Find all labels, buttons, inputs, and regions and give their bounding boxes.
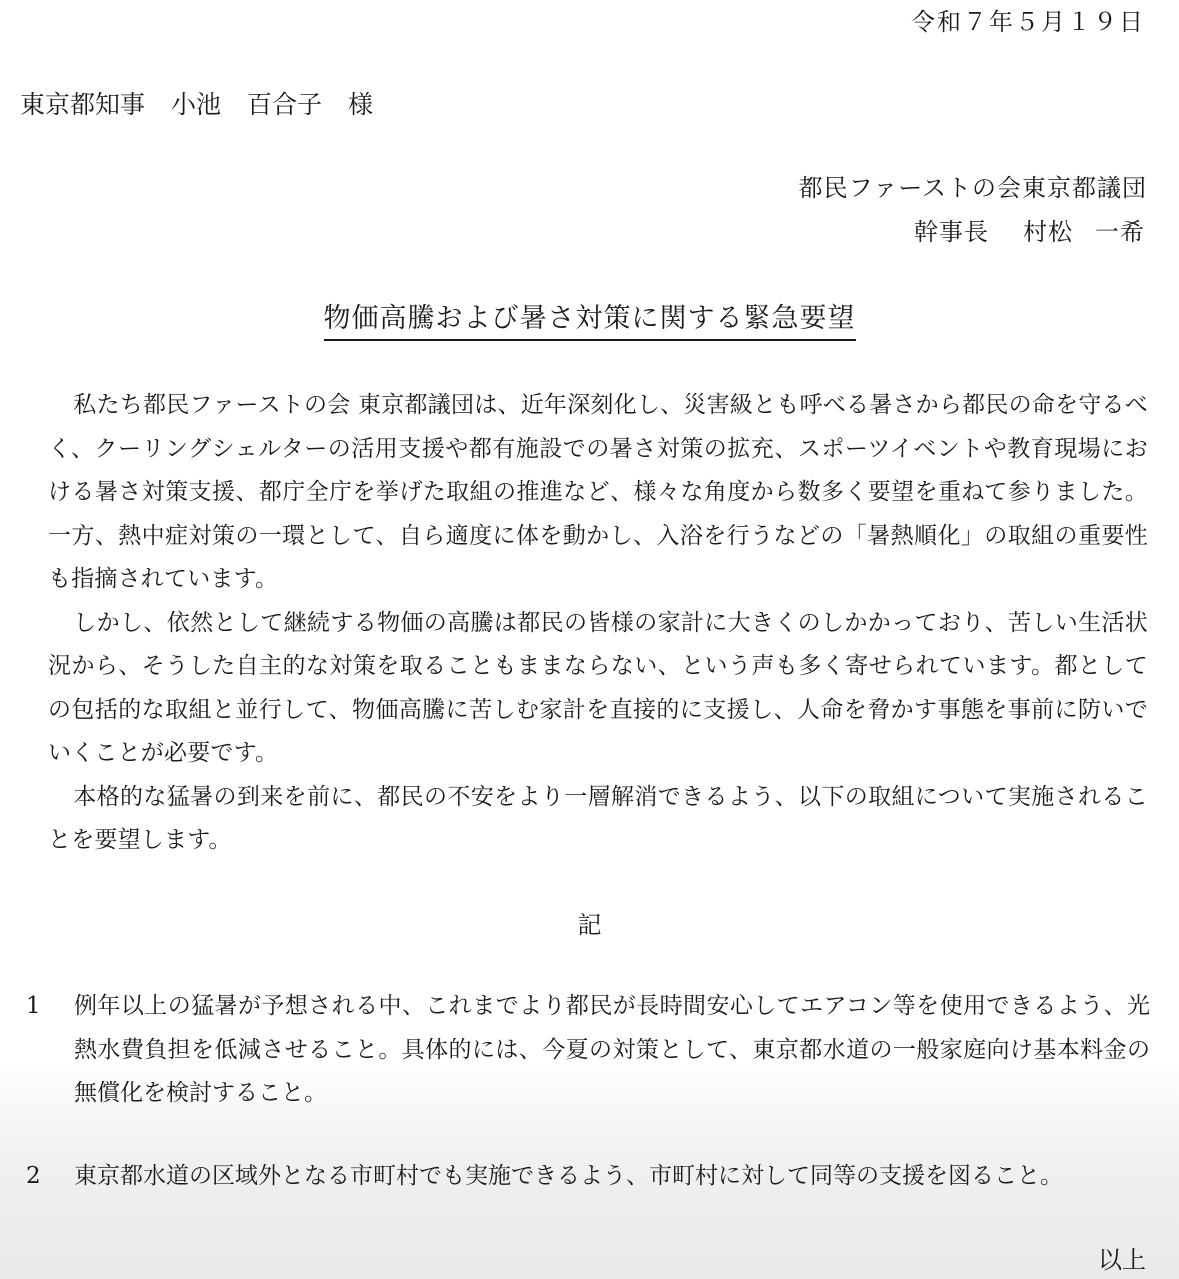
body-text (48, 384, 1148, 863)
sender-surname: 村松 (1023, 218, 1073, 246)
document-title-text: 物価高騰および暑さ対策に関する緊急要望 (324, 296, 856, 341)
addressee-surname: 小池 (171, 90, 222, 119)
document-title (0, 296, 1179, 341)
addressee-title: 東京都知事 (20, 90, 146, 119)
addressee (20, 85, 373, 121)
closing-mark: 以上 (1098, 1246, 1146, 1274)
addressee-honorific: 様 (348, 90, 374, 119)
sender-position: 幹事長 (914, 218, 989, 246)
document-date: 令和７年５月１９日 (911, 8, 1145, 36)
body-paragraph: 私たち都民ファーストの会 東京都議団は、近年深刻化し、災害級とも呼べる暑さから都民の命を守るべく、クーリングシェルターの活用支援や都有施設での暑さ対策の拡充、スポーツイベントや教育現場における暑さ対策支援、都庁全庁を挙げた取組の推進など、様々な角度から数多く要望を重ねて参りました。一方、熱中症対策の一環として、自ら適度に体を動かし、入浴を行うなどの「暑熱順化」の取組の重要性も指摘されています。 (48, 392, 1148, 592)
request-item-number: 2 (26, 1163, 41, 1189)
request-item-number: 1 (26, 993, 41, 1019)
sender-name (914, 212, 1145, 247)
body-paragraph: しかし、依然として継続する物価の高騰は都民の皆様の家計に大きくのしかかっており、苦しい生活状況から、そうした自主的な対策を取ることもままならない、という声も多く寄せられています。都としての包括的な取組と並行して、物価高騰に苦しむ家計を直接的に支援し、人命を脅かす事態を事前に防いでいくことが必要です。 (48, 609, 1148, 766)
request-item (26, 1155, 1150, 1199)
request-item-text: 東京都水道の区域外となる市町村でも実施できるよう、市町村に対して同等の支援を図ること。 (74, 1163, 1063, 1189)
ki-heading: 記 (577, 911, 602, 939)
sender-organization: 都民ファーストの会東京都議団 (798, 174, 1147, 202)
request-item (26, 985, 1150, 1116)
sender-given-name: 一希 (1095, 218, 1145, 246)
request-item-text: 例年以上の猛暑が予想される中、これまでより都民が長時間安心してエアコン等を使用できるよう、光熱水費負担を低減させること。具体的には、今夏の対策として、東京都水道の一般家庭向け基本料金の無償化を検討すること。 (74, 993, 1150, 1106)
addressee-given-name: 百合子 (247, 90, 323, 119)
body-paragraph: 本格的な猛暑の到来を前に、都民の不安をより一層解消できるよう、以下の取組について実施されることを要望します。 (48, 783, 1148, 853)
